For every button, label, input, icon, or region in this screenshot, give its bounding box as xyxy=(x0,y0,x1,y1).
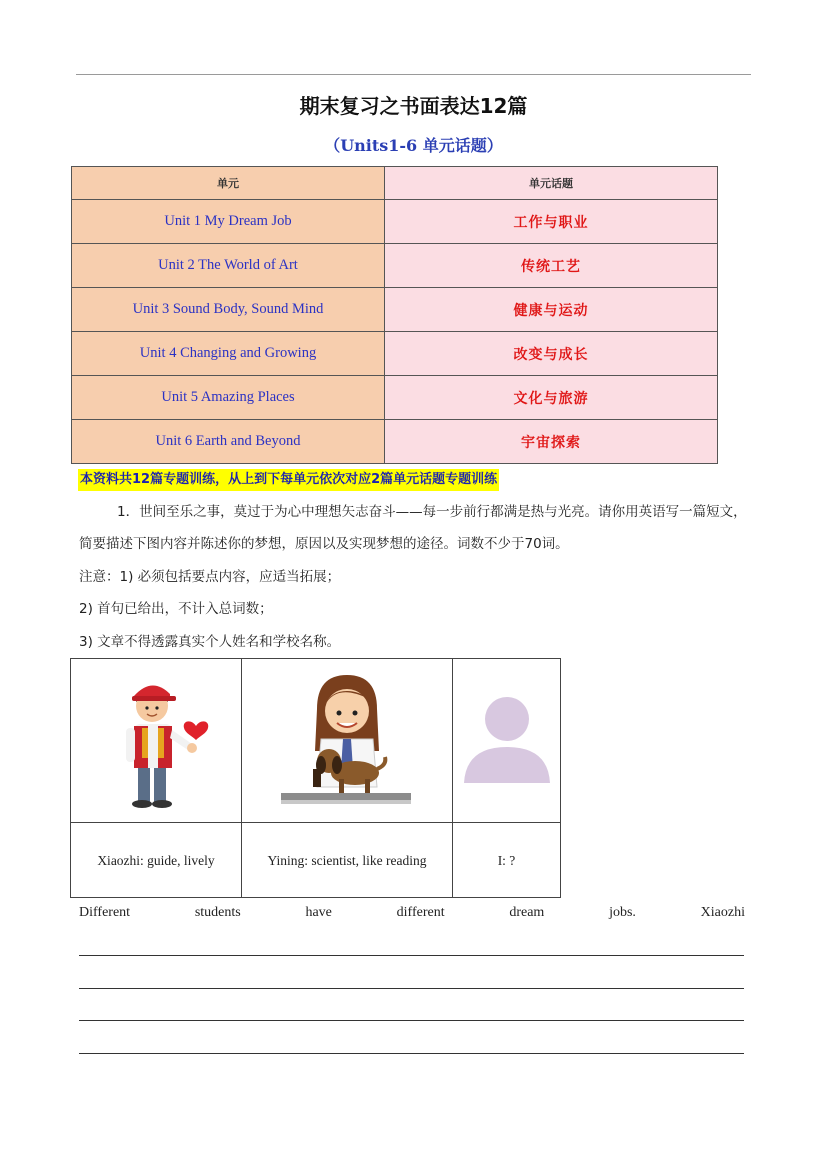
unit-topic: 工作与职业 xyxy=(385,200,718,244)
table-header-row xyxy=(72,167,718,200)
unit-name: Unit 1 My Dream Job xyxy=(72,200,385,244)
requirement-2: 2) 首句已给出，不计入总词数； xyxy=(79,601,273,617)
unit-name: Unit 2 The World of Art xyxy=(72,244,385,288)
scientist-girl-icon xyxy=(277,669,417,809)
tour-guide-boy-icon xyxy=(96,664,216,814)
caption-xiaozhi: Xiaozhi: guide, lively xyxy=(71,823,242,898)
unit-topic: 宇宙探索 xyxy=(385,420,718,464)
page-title: 期末复习之书面表达12篇 xyxy=(299,94,528,118)
highlight-note: 本资料共12篇专题训练，从上到下每单元依次对应2篇单元话题专题训练 xyxy=(78,469,499,491)
table-row xyxy=(72,200,718,244)
first-sentence xyxy=(79,905,745,921)
unit-name: Unit 6 Earth and Beyond xyxy=(72,420,385,464)
writing-line[interactable] xyxy=(79,1053,744,1054)
column-header-unit: 单元 xyxy=(72,167,385,200)
first-sentence-word: jobs. xyxy=(609,905,636,920)
caption-yining: Yining: scientist, like reading xyxy=(242,823,453,898)
person-silhouette-icon xyxy=(462,691,552,787)
table-row xyxy=(72,288,718,332)
unit-topic: 健康与运动 xyxy=(385,288,718,332)
requirement-3: 3) 文章不得透露真实个人姓名和学校名称。 xyxy=(79,634,341,650)
picture-cell-xiaozhi xyxy=(71,659,242,823)
picture-table xyxy=(70,658,561,898)
writing-line[interactable] xyxy=(79,988,744,989)
units-table xyxy=(71,166,718,464)
first-sentence-word: Different xyxy=(79,905,131,920)
writing-line[interactable] xyxy=(79,955,744,956)
picture-cell-me xyxy=(453,659,561,823)
table-row xyxy=(72,244,718,288)
page-subtitle: （Units1-6 单元话题） xyxy=(324,136,503,155)
picture-cell-yining xyxy=(242,659,453,823)
requirement-1: 注意：1) 必须包括要点内容，应适当拓展； xyxy=(79,569,341,585)
unit-topic: 改变与成长 xyxy=(385,332,718,376)
first-sentence-word: Xiaozhi xyxy=(700,905,745,920)
caption-me: I: ? xyxy=(453,823,561,898)
writing-line[interactable] xyxy=(79,1020,744,1021)
first-sentence-word: dream xyxy=(509,905,545,920)
table-row xyxy=(72,332,718,376)
header-rule xyxy=(76,74,751,75)
column-header-topic: 单元话题 xyxy=(385,167,718,200)
task-instructions: 1．世间至乐之事，莫过于为心中理想矢志奋斗——每一步前行都满是热与光亮。请你用英语写一篇短文，简要描述下图内容并陈述你的梦想，原因以及实现梦想的途径。词数不少于70词。 xyxy=(79,504,747,552)
unit-name: Unit 3 Sound Body, Sound Mind xyxy=(72,288,385,332)
unit-topic: 文化与旅游 xyxy=(385,376,718,420)
unit-topic: 传统工艺 xyxy=(385,244,718,288)
first-sentence-word: have xyxy=(305,905,332,920)
first-sentence-word: different xyxy=(396,905,445,920)
unit-name: Unit 4 Changing and Growing xyxy=(72,332,385,376)
table-row xyxy=(72,420,718,464)
unit-name: Unit 5 Amazing Places xyxy=(72,376,385,420)
first-sentence-word: students xyxy=(194,905,241,920)
table-row xyxy=(72,376,718,420)
